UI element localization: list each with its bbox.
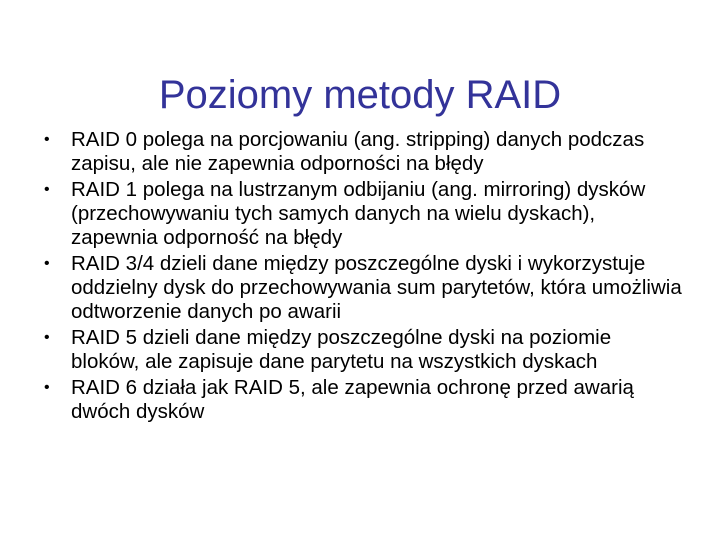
bullet-term: RAID 6 (71, 376, 138, 399)
bullet-text: polega na lustrzanym odbijaniu (ang. mirroring) dysków (przechowywaniu tych samych danych na wielu dyskach), zapewnia odporność na błędy (71, 178, 646, 249)
bullet-list (44, 128, 684, 426)
bullet-marker: • (44, 181, 50, 198)
bullet-text: dzieli dane między poszczególne dyski na poziomie bloków, ale zapisuje dane parytetu na wszystkich dyskach (71, 326, 612, 373)
bullet-item-raid34 (44, 252, 684, 324)
bullet-term: RAID 3/4 (71, 252, 155, 275)
bullet-marker: • (44, 379, 50, 396)
bullet-marker: • (44, 131, 50, 148)
bullet-marker: • (44, 255, 50, 272)
bullet-item-raid0 (44, 128, 684, 176)
bullet-text: działa jak RAID 5, ale zapewnia ochronę przed awarią dwóch dysków (71, 376, 634, 423)
bullet-term: RAID 0 (71, 128, 138, 151)
bullet-term: RAID 5 (71, 326, 138, 349)
bullet-item-raid1 (44, 178, 684, 250)
bullet-item-raid6 (44, 376, 684, 424)
bullet-term: RAID 1 (71, 178, 138, 201)
bullet-text: polega na porcjowaniu (ang. stripping) danych podczas zapisu, ale nie zapewnia odporności na błędy (71, 128, 645, 175)
bullet-marker: • (44, 329, 50, 346)
bullet-item-raid5 (44, 326, 684, 374)
bullet-text: dzieli dane między poszczególne dyski i wykorzystuje oddzielny dysk do przechowywania sum parytetów, która umożliwia odtworzenie danych po awarii (71, 252, 682, 323)
slide-title: Poziomy metody RAID (158, 72, 562, 117)
